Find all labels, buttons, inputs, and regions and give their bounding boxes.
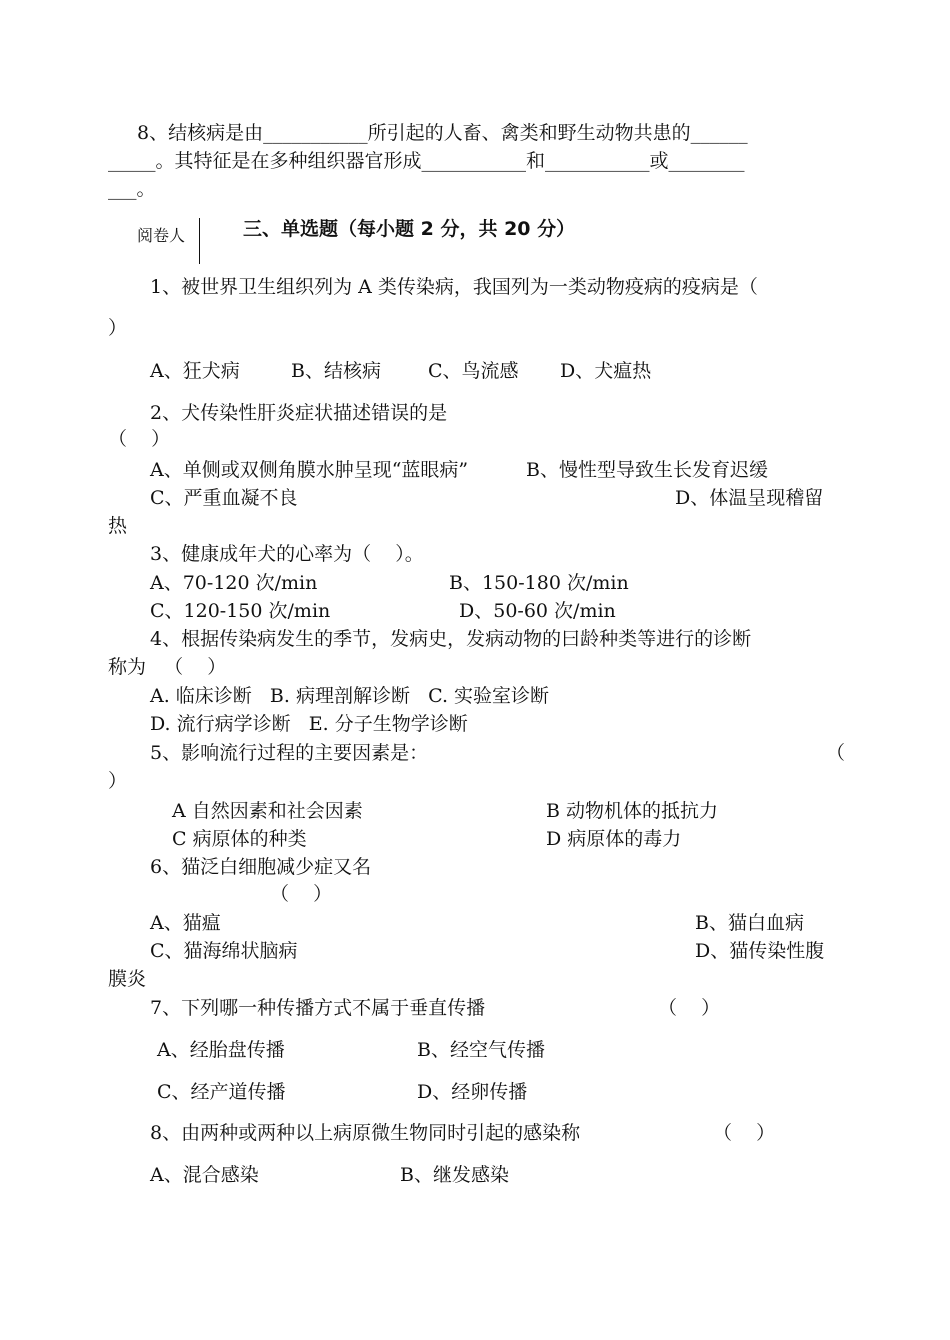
q4-options-line1: A. 临床诊断 B. 病理剖解诊断 C. 实验室诊断 [150,685,550,707]
q7-paren: （ ） [658,997,721,1019]
q5-stem: 5、影响流行过程的主要因素是： [150,742,429,764]
q6-option-b: B、猫白血病 [695,912,804,934]
q4-options-line2: D. 流行病学诊断 E. 分子生物学诊断 [150,713,468,735]
q6-option-d-cont: 膜炎 [108,968,147,990]
q8-option-a: A、混合感染 [150,1164,259,1186]
q3-option-c: C、120-150 次/min [150,600,331,622]
q1-option-b: B、结核病 [291,360,381,382]
q7-option-c: C、经产道传播 [157,1081,286,1103]
q5-paren-open: （ [826,742,846,764]
grader-label: 阅卷人 [137,226,186,245]
q2-option-d-cont: 热 [108,515,128,537]
q5-option-d: D 病原体的毒力 [546,828,682,850]
q1-option-d: D、犬瘟热 [560,360,652,382]
q1-option-a: A、狂犬病 [150,360,240,382]
q6-option-d: D、猫传染性腹 [695,940,825,962]
q1-option-c: C、鸟流感 [428,360,519,382]
fill-blank-q8-line3: ___。 [108,178,156,200]
q2-option-b: B、慢性型导致生长发育迟缓 [526,459,768,481]
q6-paren: （ ） [270,883,333,905]
q6-option-a: A、猫瘟 [150,912,221,934]
q7-option-d: D、经卵传播 [417,1081,528,1103]
q2-option-d: D、体温呈现稽留 [675,487,824,509]
q4-stem: 4、根据传染病发生的季节，发病史，发病动物的曰龄种类等进行的诊断 [150,628,752,650]
q2-option-a: A、单侧或双侧角膜水肿呈现“蓝眼病” [150,459,469,481]
q5-option-c: C 病原体的种类 [172,828,307,850]
q5-option-b: B 动物机体的抵抗力 [546,800,719,822]
q3-option-a: A、70-120 次/min [150,572,318,594]
q5-option-a: A 自然因素和社会因素 [172,800,363,822]
q7-option-b: B、经空气传播 [417,1039,545,1061]
q2-option-c: C、严重血凝不良 [150,487,298,509]
q7-stem: 7、下列哪一种传播方式不属于垂直传播 [150,997,486,1019]
grader-divider [199,218,200,264]
q5-paren-close: ） [108,770,128,792]
q6-option-c: C、猫海绵状脑病 [150,940,298,962]
q7-option-a: A、经胎盘传播 [157,1039,285,1061]
q4-stem-cont: 称为 （ ） [108,656,227,678]
q2-paren: （ ） [108,428,171,450]
q3-option-d: D、50-60 次/min [459,600,616,622]
q1-stem-cont: ） [108,317,128,339]
q8-stem: 8、由两种或两种以上病原微生物同时引起的感染称 [150,1122,581,1144]
q6-stem: 6、猫泛白细胞减少症又名 [150,856,372,878]
q3-stem: 3、健康成年犬的心率为（ ）。 [150,543,424,565]
q1-stem: 1、被世界卫生组织列为 A 类传染病，我国列为一类动物疫病的疫病是（ [150,276,758,298]
section-title: 三、单选题（每小题 2 分，共 20 分） [243,218,576,240]
q8-paren: （ ） [713,1122,776,1144]
fill-blank-q8-line2: _____。其特征是在多种组织器官形成___________和___________或________ [108,150,745,172]
q3-option-b: B、150-180 次/min [449,572,629,594]
fill-blank-q8-line1: 8、结核病是由___________所引起的人畜、禽类和野生动物共患的______ [137,122,748,144]
q8-option-b: B、继发感染 [400,1164,509,1186]
q2-stem: 2、犬传染性肝炎症状描述错误的是 [150,402,448,424]
